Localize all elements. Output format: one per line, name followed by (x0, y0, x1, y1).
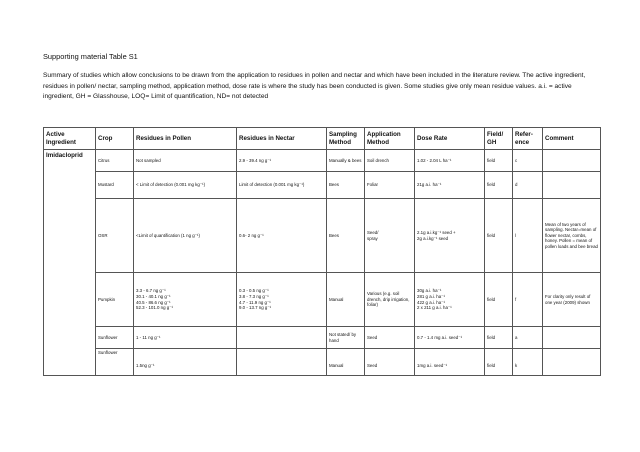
application-cell: Seed (365, 349, 415, 376)
header-application-method: Application Method (365, 128, 415, 150)
dose-cell: 1mg a.i. seed⁻¹ (415, 349, 485, 376)
pollen-cell: 1.5ng g⁻¹ (134, 349, 237, 376)
application-cell: Various (e.g. soil drench, drip irrigation, foliar) (365, 273, 415, 327)
field-cell: field (485, 273, 513, 327)
header-residues-pollen: Residues in Pollen (134, 128, 237, 150)
field-cell: field (485, 349, 513, 376)
sampling-cell: Manually & bees (327, 150, 365, 172)
table-row (44, 273, 601, 327)
nectar-cell: 2.9 - 39.4 ng g⁻¹ (237, 150, 327, 172)
header-dose-rate: Dose Rate (415, 128, 485, 150)
table-row (44, 349, 601, 376)
table-row (44, 199, 601, 273)
nectar-cell (237, 349, 327, 376)
active-ingredient-cell: Imidacloprid (44, 150, 96, 376)
comment-cell (543, 150, 601, 172)
table-row (44, 150, 601, 172)
table-row (44, 172, 601, 199)
sampling-cell: Manual (327, 273, 365, 327)
pollen-cell: 3.3 - 6.7 ng g⁻¹ 30.1 - 40.1 ng g⁻¹ 40.5 - 86.6 ng g⁻¹ 52.3 - 101.0 ng g⁻¹ (134, 273, 237, 327)
reference-cell: d (513, 172, 543, 199)
application-cell: Foliar (365, 172, 415, 199)
dose-cell: 21g a.i. ha⁻¹ (415, 172, 485, 199)
nectar-cell (237, 327, 327, 349)
header-residues-nectar: Residues in Nectar (237, 128, 327, 150)
crop-cell: OSR (96, 199, 134, 273)
dose-cell: 1.02 - 2.04 L ha⁻¹ (415, 150, 485, 172)
header-reference: Refer-ence (513, 128, 543, 150)
dose-cell: 30g a.i. ha⁻¹ 281 g a.i. ha⁻¹ 422 g a.i. ha⁻¹ 2 x 211 g a.i. ha⁻¹ (415, 273, 485, 327)
pollen-cell: < Limit of detection (0.001 mg kg⁻¹) (134, 172, 237, 199)
reference-cell: f (513, 273, 543, 327)
reference-cell: a (513, 327, 543, 349)
field-cell: field (485, 199, 513, 273)
sampling-cell: Bees (327, 172, 365, 199)
header-sampling-method: Sampling Method (327, 128, 365, 150)
table-summary: Summary of studies which allow conclusions to be drawn from the application to residues in pollen and nectar and which have been included in the literature review. The active ingredient, residues in pollen/ nectar, sampling method, application method, dose rate is where the study has been conducted is given. Some studies give only mean residue values. a.i. = active ingredient, GH = Glasshouse, LOQ= Limit of quantification, ND= not detected (43, 72, 586, 101)
comment-cell: Mean of two years of sampling. Nectar=mean of flower nectar, combs, honey. Pollen = mean of pollen loads and bee bread (543, 199, 601, 273)
header-comment: Comment (543, 128, 601, 150)
pollen-cell: 1 - 11 ng g⁻¹ (134, 327, 237, 349)
comment-cell (543, 349, 601, 376)
crop-cell: Pumpkin (96, 273, 134, 327)
table-header-row (44, 128, 601, 150)
application-cell: Seed (365, 327, 415, 349)
field-cell: field (485, 172, 513, 199)
dose-cell: 2.1g a.i.kg⁻¹ seed + 2g a.i.kg⁻¹ seed (415, 199, 485, 273)
application-cell: Soil drench (365, 150, 415, 172)
header-crop: Crop (96, 128, 134, 150)
header-active-ingredient: Active Ingredient (44, 128, 96, 150)
sampling-cell: Manual (327, 349, 365, 376)
field-cell: field (485, 327, 513, 349)
comment-cell (543, 172, 601, 199)
pollen-cell: <Limit of quantification (1 ng g⁻¹) (134, 199, 237, 273)
nectar-cell: Limit of detection (0.001 mg kg⁻¹) (237, 172, 327, 199)
table-row (44, 327, 601, 349)
nectar-cell: 0.6- 2 ng g⁻¹ (237, 199, 327, 273)
reference-cell: l (513, 199, 543, 273)
application-cell: Seed/ spray (365, 199, 415, 273)
table-heading: Supporting material Table S1 (43, 52, 138, 61)
nectar-cell: 0.3 - 0.5 ng g⁻¹ 3.8 - 7.3 ng g⁻¹ 4.7 - 11.9 ng g⁻¹ 9.0 - 13.7 ng g⁻¹ (237, 273, 327, 327)
header-field-gh: Field/ GH (485, 128, 513, 150)
crop-label: Sunflower (98, 350, 118, 355)
crop-cell: Citrus (96, 150, 134, 172)
field-cell: field (485, 150, 513, 172)
reference-cell: k (513, 349, 543, 376)
crop-cell: Mustard (96, 172, 134, 199)
crop-cell (96, 349, 134, 376)
comment-cell (543, 327, 601, 349)
sampling-cell: Not stated/ by hand (327, 327, 365, 349)
dose-cell: 0.7 - 1.4 mg a.i. seed⁻¹ (415, 327, 485, 349)
pollen-cell: Not sampled (134, 150, 237, 172)
reference-cell: c (513, 150, 543, 172)
comment-cell: For clarity only result of one year (2009) shown (543, 273, 601, 327)
crop-cell: Sunflower (96, 327, 134, 349)
sampling-cell: Bees (327, 199, 365, 273)
studies-table (43, 127, 601, 376)
